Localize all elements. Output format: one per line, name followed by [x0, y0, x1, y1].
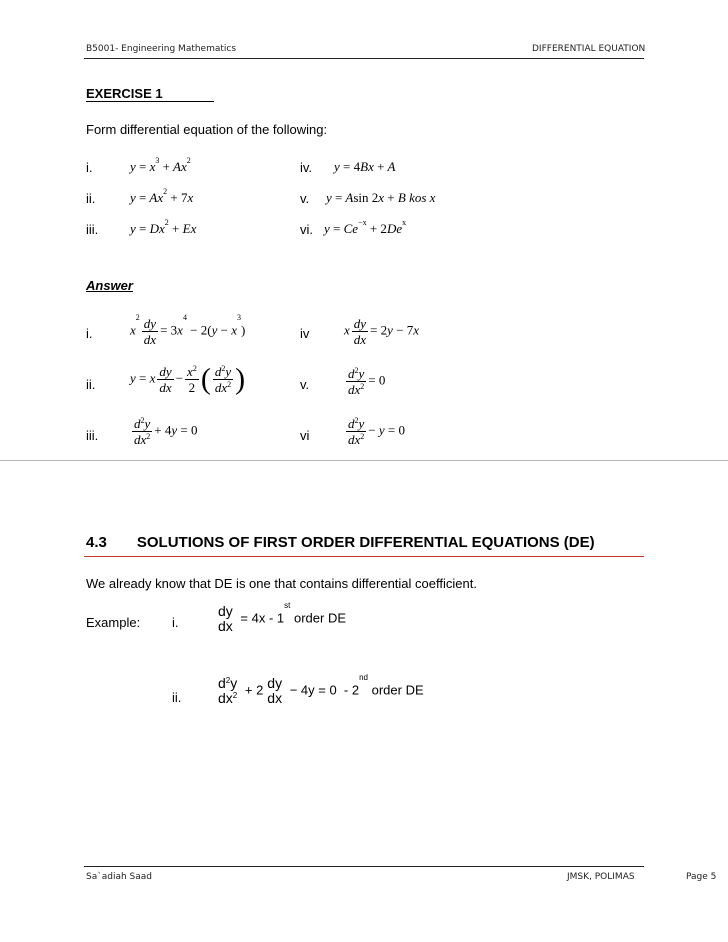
exercise-eq-v: y = Asin 2x + B kos x — [326, 190, 436, 205]
example1-equation: dy dx = 4x - 1st order DE — [218, 601, 347, 634]
header-right: DIFFERENTIAL EQUATION — [532, 44, 646, 54]
answer-label-v: v. — [300, 377, 310, 392]
exercise-eq-i: $y = x^3 + Ax^2$ — [130, 156, 191, 174]
exercise-label-vi: vi. — [300, 222, 313, 237]
example2-label: ii. — [172, 690, 182, 705]
header-rule — [84, 58, 644, 59]
footer-rule — [84, 866, 644, 867]
exercise-instruction: Form differential equation of the following: — [86, 122, 328, 137]
exercise-eq-ii: $y = Ax^2 + 7x$ — [130, 187, 194, 205]
section-intro: We already know that DE is one that contains differential coefficient. — [86, 576, 477, 591]
exercise-label-i: i. — [86, 160, 93, 175]
answer-label-i: i. — [86, 326, 93, 341]
example-label: Example: — [86, 615, 141, 630]
answer-eq-i: $x^2$ $\frac{dy}{dx}$ = $3x^4 - 2(y - x^3)$ — [130, 313, 246, 347]
answer-title: Answer — [86, 278, 133, 293]
exercise-label-v: v. — [300, 191, 310, 206]
page-break-line — [0, 460, 728, 461]
answer-eq-ii: y = x $\frac{dy}{dx}$ − $\frac{x^2}{2}$ ( $\frac{d^2y}{dx^2}$ ) — [130, 362, 246, 396]
footer-dept: JMSK, POLIMAS — [567, 872, 635, 882]
answer-label-iv: iv — [300, 326, 310, 341]
answer-eq-vi: $\frac{d^2y}{dx^2}$ − y = 0 — [348, 416, 405, 447]
exercise-label-iv: iv. — [300, 160, 313, 175]
section-heading: 4.3 SOLUTIONS OF FIRST ORDER DIFFERENTIAL EQUATIONS (DE) — [86, 534, 595, 551]
answer-eq-v: $\frac{d^2y}{dx^2}$ = 0 — [348, 366, 386, 397]
answer-eq-iv: x $\frac{dy}{dx}$ = 2y − 7x — [344, 316, 420, 347]
section-rule — [84, 556, 644, 557]
example1-label: i. — [172, 615, 179, 630]
example2-equation: $d^2y$ $dx^2$ + 2 dy dx − 4y = 0 - 2nd order DE — [218, 673, 424, 706]
exercise-label-iii: iii. — [86, 222, 99, 237]
footer-author: Sa`adiah Saad — [86, 872, 152, 882]
answer-label-iii: iii. — [86, 428, 99, 443]
exercise-eq-iv: y = 4Bx + A — [334, 159, 396, 174]
exercise-eq-iii: $y = Dx^2 + Ex$ — [130, 218, 197, 236]
footer-page-number: Page 5 — [686, 872, 717, 882]
exercise-eq-vi: $y = Ce^{-x} + 2De^x$ — [324, 218, 407, 236]
header-left: B5001- Engineering Mathematics — [86, 44, 237, 54]
exercise-title: EXERCISE 1 — [86, 86, 214, 102]
exercise-label-ii: ii. — [86, 191, 96, 206]
answer-label-ii: ii. — [86, 377, 96, 392]
answer-label-vi: vi — [300, 428, 310, 443]
answer-eq-iii: $\frac{d^2y}{dx^2}$ + 4y = 0 — [134, 416, 198, 447]
